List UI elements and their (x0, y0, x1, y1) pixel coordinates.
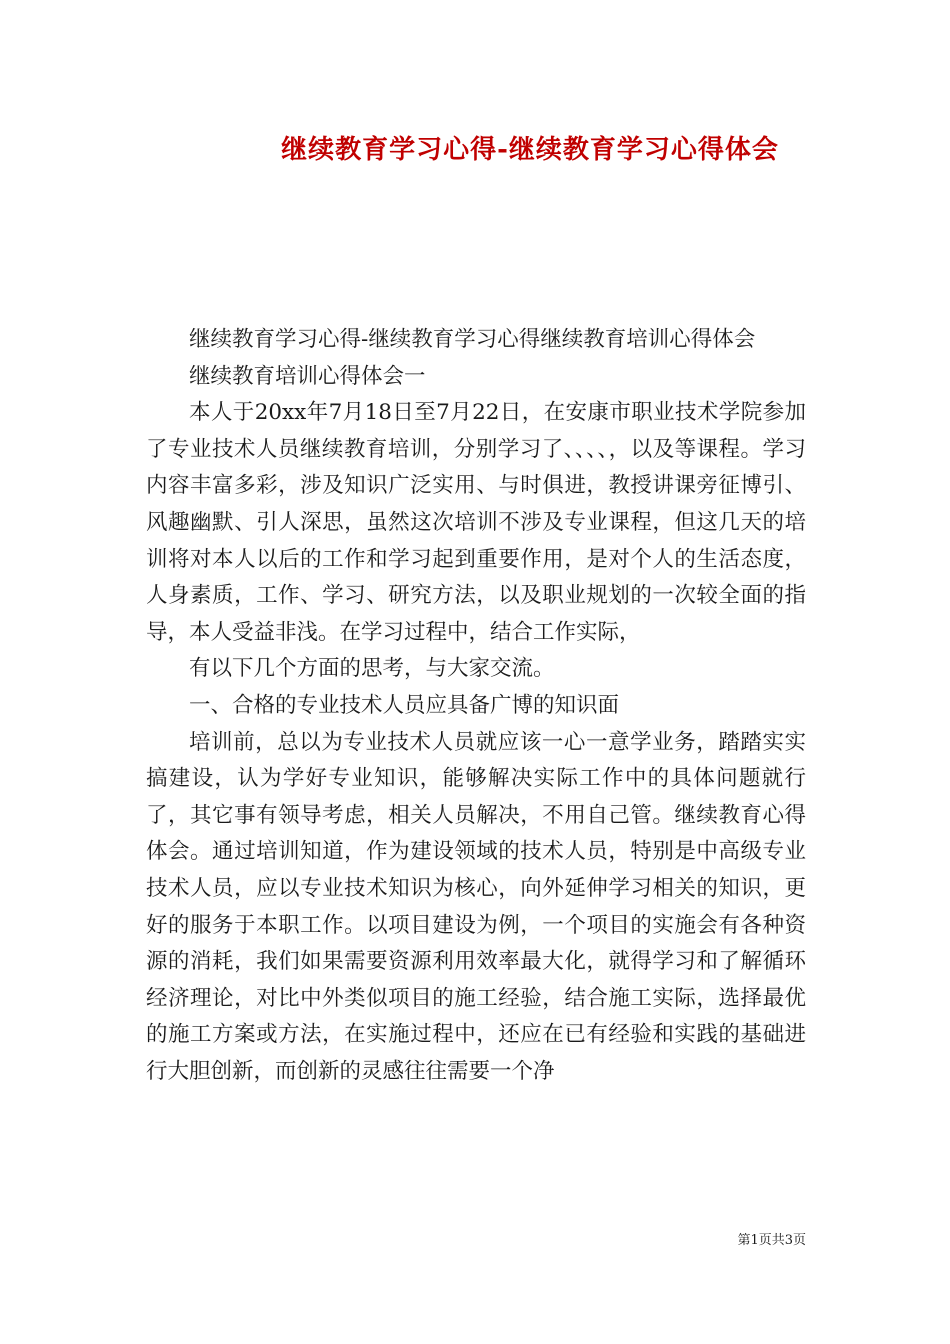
body-paragraph: 本人于20xx年7月18日至7月22日，在安康市职业技术学院参加了专业技术人员继续教育培训，分别学习了、、、、，以及等课程。学习内容丰富多彩，涉及知识广泛实用、与时俱进，教授讲课旁征博引、风趣幽默、引人深思，虽然这次培训不涉及专业课程，但这几天的培训将对本人以后的工作和学习起到重要作用，是对个人的生活态度，人身素质，工作、学习、研究方法，以及职业规划的一次较全面的指导，本人受益非浅。在学习过程中，结合工作实际， (146, 400, 806, 645)
page-number: 第1页共3页 (737, 1233, 806, 1248)
body-paragraph: 培训前，总以为专业技术人员就应该一心一意学业务，踏踏实实搞建设，认为学好专业知识，能够解决实际工作中的具体问题就行了，其它事有领导考虑，相关人员解决，不用自己管。继续教育心得体会。通过培训知道，作为建设领域的技术人员，特别是中高级专业技术人员，应以专业技术知识为核心，向外延伸学习相关的知识，更好的服务于本职工作。以项目建设为例，一个项目的实施会有各种资源的消耗，我们如果需要资源利用效率最大化，就得学习和了解循环经济理论，对比中外类似项目的施工经验，结合施工实际，选择最优的施工方案或方法，在实施过程中，还应在已有经验和实践的基础进行大胆创新，而创新的灵感往往需要一个净 (146, 729, 806, 1084)
section-heading: 继续教育培训心得体会一 (189, 363, 426, 389)
intro-paragraph: 继续教育学习心得-继续教育学习心得继续教育培训心得体会 (189, 327, 756, 352)
subsection-heading: 一、合格的专业技术人员应具备广博的知识面 (189, 692, 620, 718)
body-paragraph: 有以下几个方面的思考，与大家交流。 (189, 656, 555, 682)
document-body (146, 322, 806, 1090)
document-title: 继续教育学习心得-继续教育学习心得体会 (281, 135, 779, 165)
